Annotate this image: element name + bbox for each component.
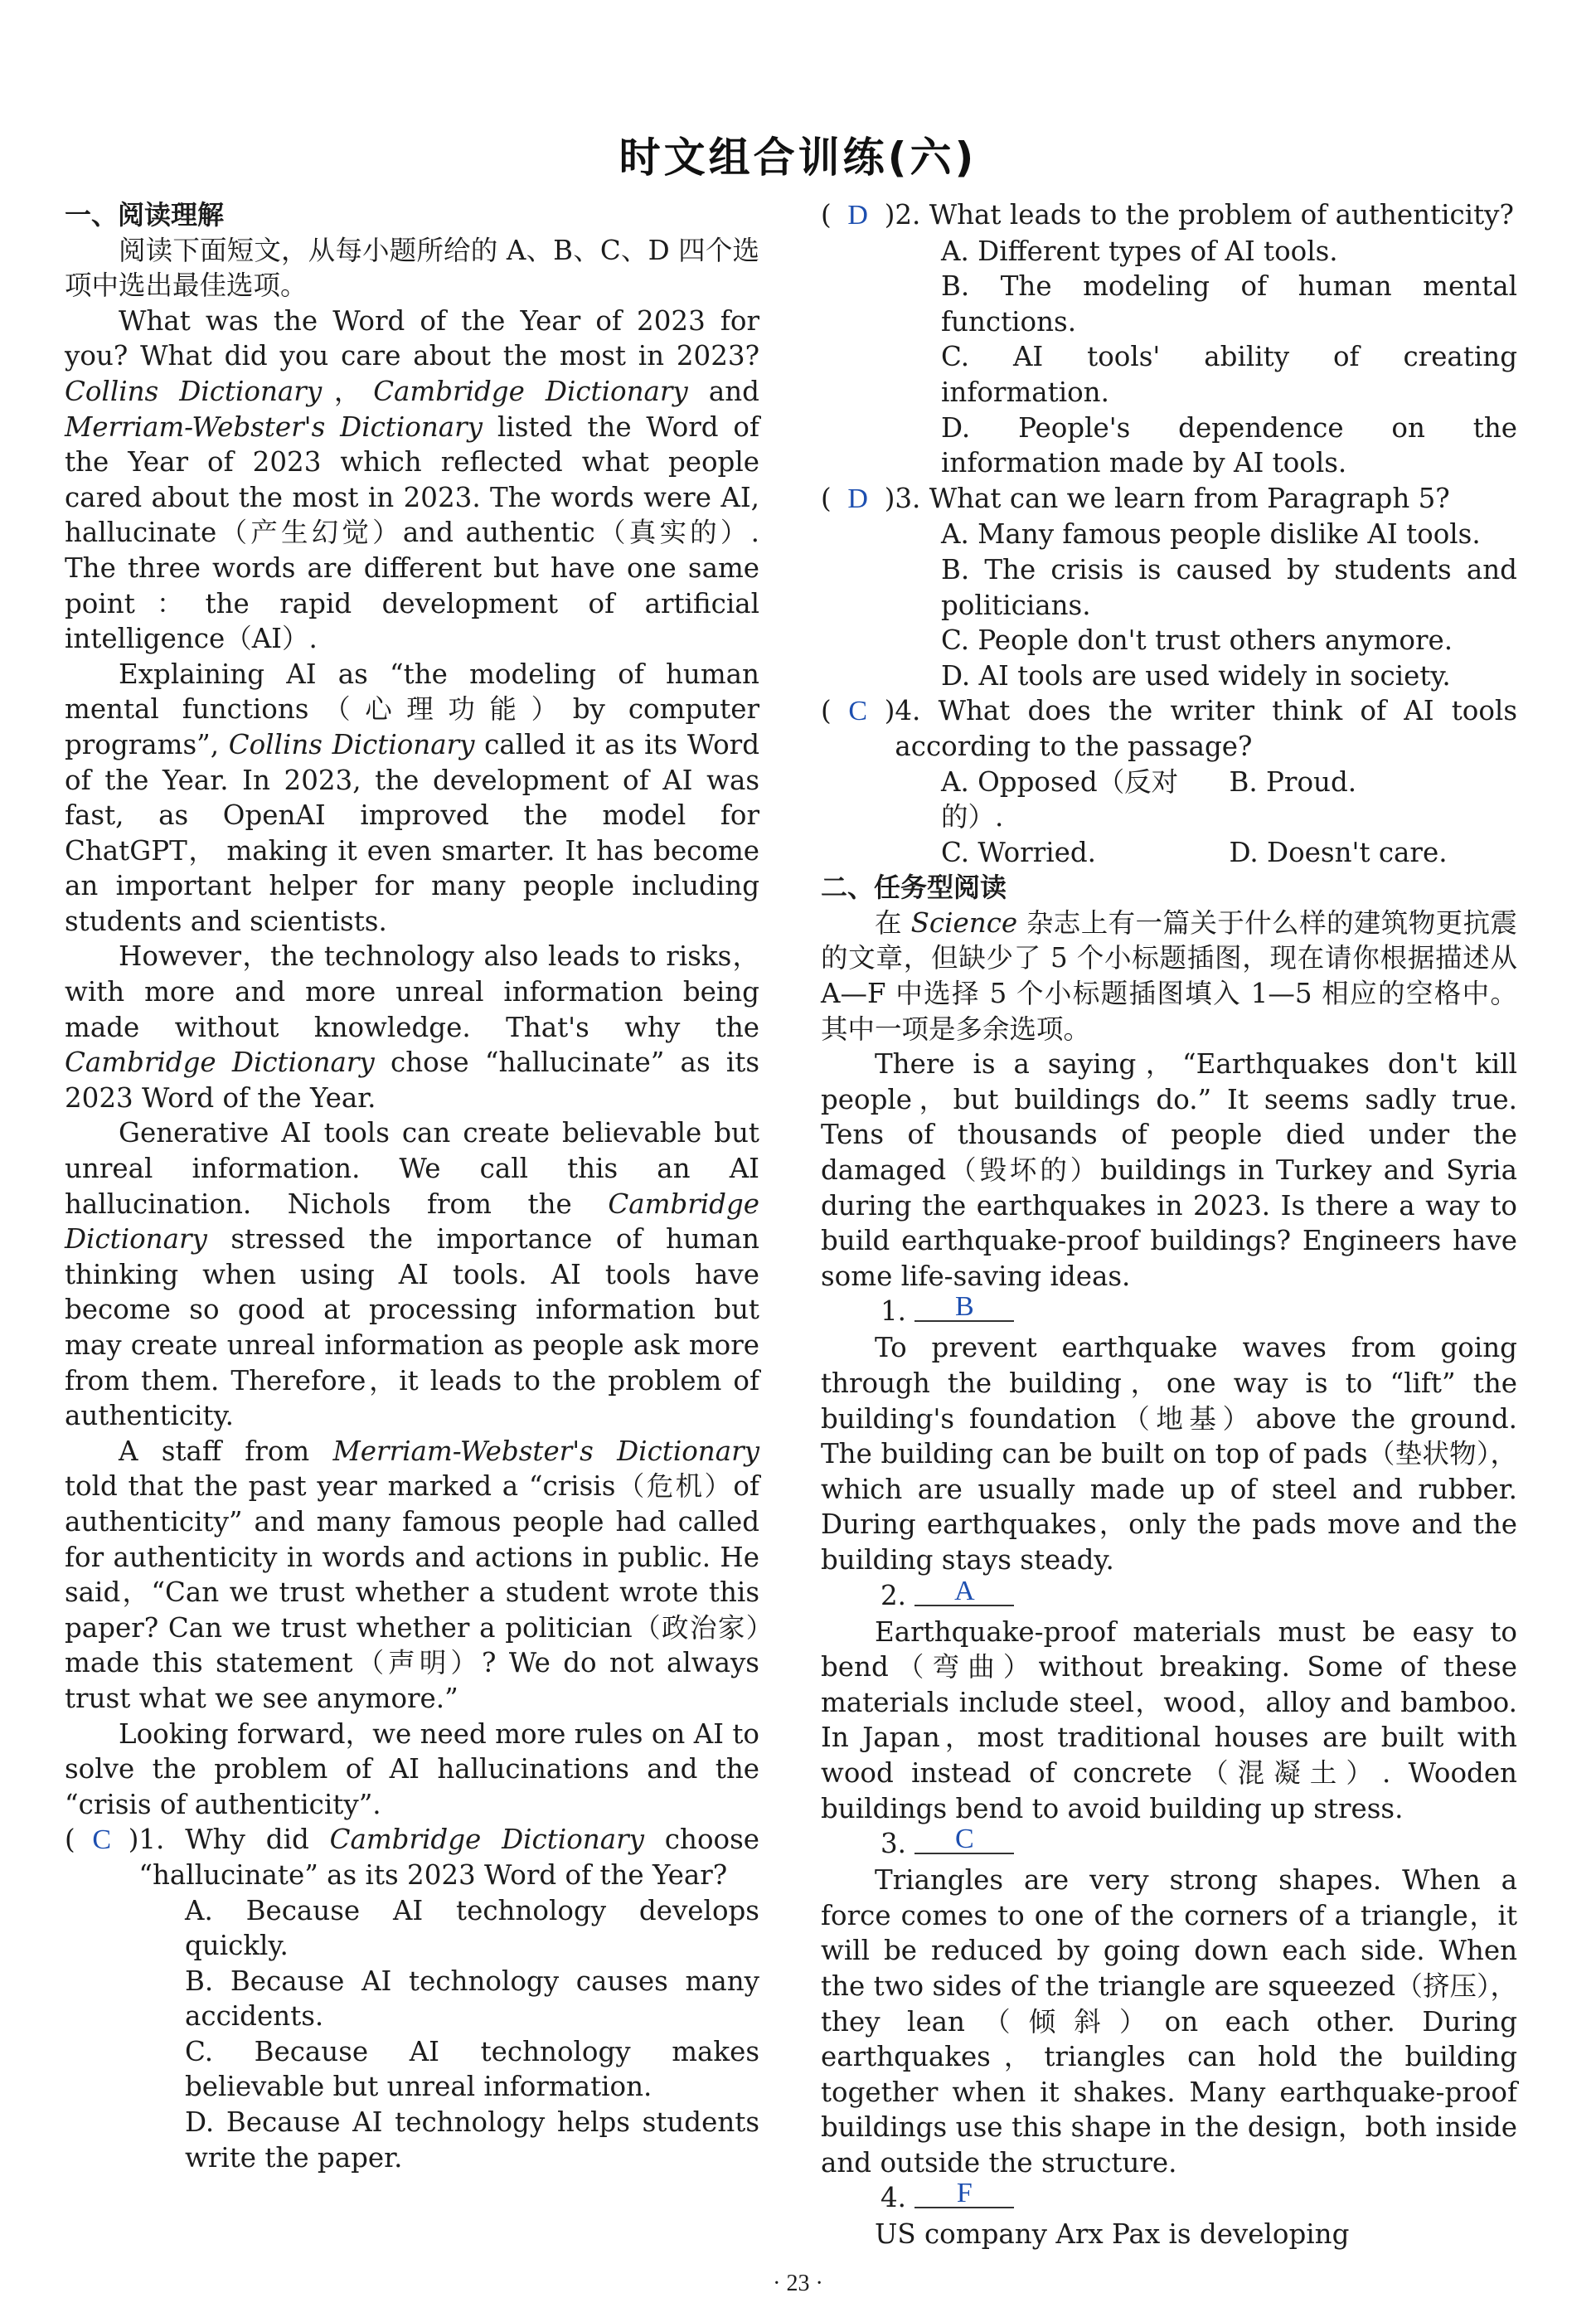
passage-paragraph-6: Looking forward，we need more rules on AI to solve the problem of AI hallucinations and the “crisis of authenticity”. bbox=[65, 1717, 759, 1820]
left-column bbox=[65, 197, 759, 2175]
question-2: ( D ) 2. What leads to the problem of authenticity? bbox=[821, 197, 1517, 234]
blank-number-1: 1. bbox=[880, 1295, 907, 1328]
q4-options-row-2 bbox=[821, 835, 1517, 871]
question-4-stem: 4. What does the writer think of AI tools according to the passage? bbox=[895, 695, 1517, 762]
page-number: · 23 · bbox=[773, 2271, 823, 2296]
blank-row-3 bbox=[821, 1826, 1517, 1863]
blank-row-4 bbox=[821, 2180, 1517, 2217]
q3-option-d: D. AI tools are used widely in society. bbox=[941, 659, 1451, 692]
section-heading-reading: 一、阅读理解 bbox=[65, 199, 225, 231]
answer-1: C bbox=[92, 1824, 112, 1856]
q4-option-b: B. Proud. bbox=[1229, 765, 1357, 798]
q1-option-c: C. Because AI technology makes believable but unreal information. bbox=[185, 2035, 759, 2103]
answer-blank-1: B bbox=[914, 1294, 1014, 1322]
q4-option-d: D. Doesn't care. bbox=[1229, 836, 1448, 868]
right-column bbox=[821, 197, 1517, 2252]
q2-option-c: C. AI tools' ability of creating information. bbox=[941, 341, 1517, 408]
passage-paragraph-1: What was the Word of the Year of 2023 for you? What did you care about the most in 2023? Collins Dictionary，Cambridge Dictionary and Merriam-Webster's Dictionary listed the Word of the Year of 2023 which reflected what people cared about the most in 2023. The words were AI, hallucinate（产生幻觉）and authentic（真实的）. The three words are different but have one same point：the rapid development of artificial intelligence（AI）. bbox=[65, 304, 759, 655]
q1-option-b: B. Because AI technology causes many accidents. bbox=[185, 1965, 759, 2033]
question-2-stem: 2. What leads to the problem of authenticity? bbox=[895, 199, 1514, 231]
task-paragraph-2: Earthquake-proof materials must be easy to bend（弯曲）without breaking. Some of these materials include steel，wood，alloy and bamboo. In Japan，most traditional houses are built with wood instead of concrete（混凝土）. Wooden buildings bend to avoid building up stress. bbox=[821, 1615, 1517, 1824]
task-paragraph-1: To prevent earthquake waves from going through the building，one way is to “lift” the building's foundation（地基）above the ground. The building can be built on top of pads（垫状物），which are usually made up of steel and rubber. During earthquakes，only the pads move and the building stays steady. bbox=[821, 1332, 1517, 1576]
blank-number-4: 4. bbox=[880, 2182, 907, 2214]
q3-option-c: C. People don't trust others anymore. bbox=[941, 624, 1453, 657]
blank-number-2: 2. bbox=[880, 1579, 907, 1611]
question-3: ( D ) 3. What can we learn from Paragraph 5? bbox=[821, 481, 1517, 517]
answer-blank-4: F bbox=[914, 2180, 1014, 2208]
q2-option-d: D. People's dependence on the information made by AI tools. bbox=[941, 411, 1517, 479]
blank-number-3: 3. bbox=[880, 1828, 907, 1860]
answer-blank-3: C bbox=[914, 1826, 1014, 1854]
q3-option-a: A. Many famous people dislike AI tools. bbox=[941, 518, 1481, 551]
q3-option-b: B. The crisis is caused by students and politicians. bbox=[941, 553, 1517, 621]
question-4: ( C ) 4. What does the writer think of AI tools according to the passage? bbox=[821, 693, 1517, 764]
section-heading-task-reading: 二、任务型阅读 bbox=[821, 872, 1007, 904]
answer-3: D bbox=[847, 483, 868, 514]
task-paragraph-4: US company Arx Pax is developing bbox=[875, 2218, 1350, 2251]
answer-blank-2: A bbox=[914, 1578, 1014, 1606]
blank-row-1 bbox=[821, 1291, 1517, 1330]
question-1-stem: 1. Why did Cambridge Dictionary choose “hallucinate” as its 2023 Word of the Year? bbox=[138, 1824, 759, 1891]
q2-option-b: B. The modeling of human mental functions. bbox=[941, 270, 1517, 338]
q4-options-row-1 bbox=[821, 765, 1517, 835]
passage-paragraph-3: However，the technology also leads to risks，with more and more unreal information being made without knowledge. That's why the Cambridge Dictionary chose “hallucinate” as its 2023 Word of the Year. bbox=[65, 940, 759, 1114]
reading-instruction: 阅读下面短文，从每小题所给的 A、B、C、D 四个选项中选出最佳选项。 bbox=[65, 234, 759, 302]
q2-option-a: A. Different types of AI tools. bbox=[941, 235, 1338, 267]
blank-row-2 bbox=[821, 1575, 1517, 1615]
passage-paragraph-2: Explaining AI as “the modeling of human mental functions（心理功能）by computer programs”, Collins Dictionary called it as its Word of the Year. In 2023, the development of AI was fast, as OpenAI improved the model for ChatGPT， making it even smarter. It has become an important helper for many people including students and scientists. bbox=[65, 658, 759, 937]
task-instruction: 在 Science 杂志上有一篇关于什么样的建筑物更抗震的文章，但缺少了 5 个小标题插图，现在请你根据描述从 A—F 中选择 5 个小标题插图填入 1—5 相应的空格中。其中一项是多余选项。 bbox=[821, 906, 1517, 1045]
question-3-stem: 3. What can we learn from Paragraph 5? bbox=[895, 482, 1450, 514]
task-paragraph-3: Triangles are very strong shapes. When a force comes to one of the corners of a triangle，it will be reduced by going down each side. When the two sides of the triangle are squeezed（挤压），they lean（倾斜）on each other. During earthquakes，triangles can hold the building together when it shakes. Many earthquake-proof buildings use this shape in the design，both inside and outside the structure. bbox=[821, 1864, 1517, 2179]
task-intro-paragraph: There is a saying，“Earthquakes don't kill people，but buildings do.” It seems sadly true. Tens of thousands of people died under the damaged（毁坏的）buildings in Turkey and Syria during the earthquakes in 2023. Is there a way to build earthquake-proof buildings? Engineers have some life-saving ideas. bbox=[821, 1048, 1517, 1292]
q1-option-a: A. Because AI technology develops quickly. bbox=[185, 1894, 759, 1962]
q4-option-a: A. Opposed（反对的）. bbox=[941, 765, 1179, 833]
passage-paragraph-5: A staff from Merriam-Webster's Dictionary told that the past year marked a “crisis（危机）of authenticity” and many famous people had called for authenticity in words and actions in public. He said，“Can we trust whether a student wrote this paper? Can we trust whether a politician（政治家）made this statement（声明）? We do not always trust what we see anymore.” bbox=[65, 1435, 759, 1714]
q1-option-d: D. Because AI technology helps students write the paper. bbox=[185, 2106, 759, 2174]
answer-2: D bbox=[847, 200, 868, 231]
q4-option-c: C. Worried. bbox=[941, 836, 1096, 868]
question-1: ( C ) 1. Why did Cambridge Dictionary choose “hallucinate” as its 2023 Word of the Year? bbox=[65, 1822, 759, 1892]
answer-4: C bbox=[848, 696, 868, 727]
passage-paragraph-4: Generative AI tools can create believable but unreal information. We call this an AI hallucination. Nichols from the Cambridge Dictionary stressed the importance of human thinking when using AI tools. AI tools have become so good at processing information but may create unreal information as people ask more from them. Therefore，it leads to the problem of authenticity. bbox=[65, 1117, 759, 1432]
page-title: 时文组合训练(六) bbox=[619, 134, 977, 182]
